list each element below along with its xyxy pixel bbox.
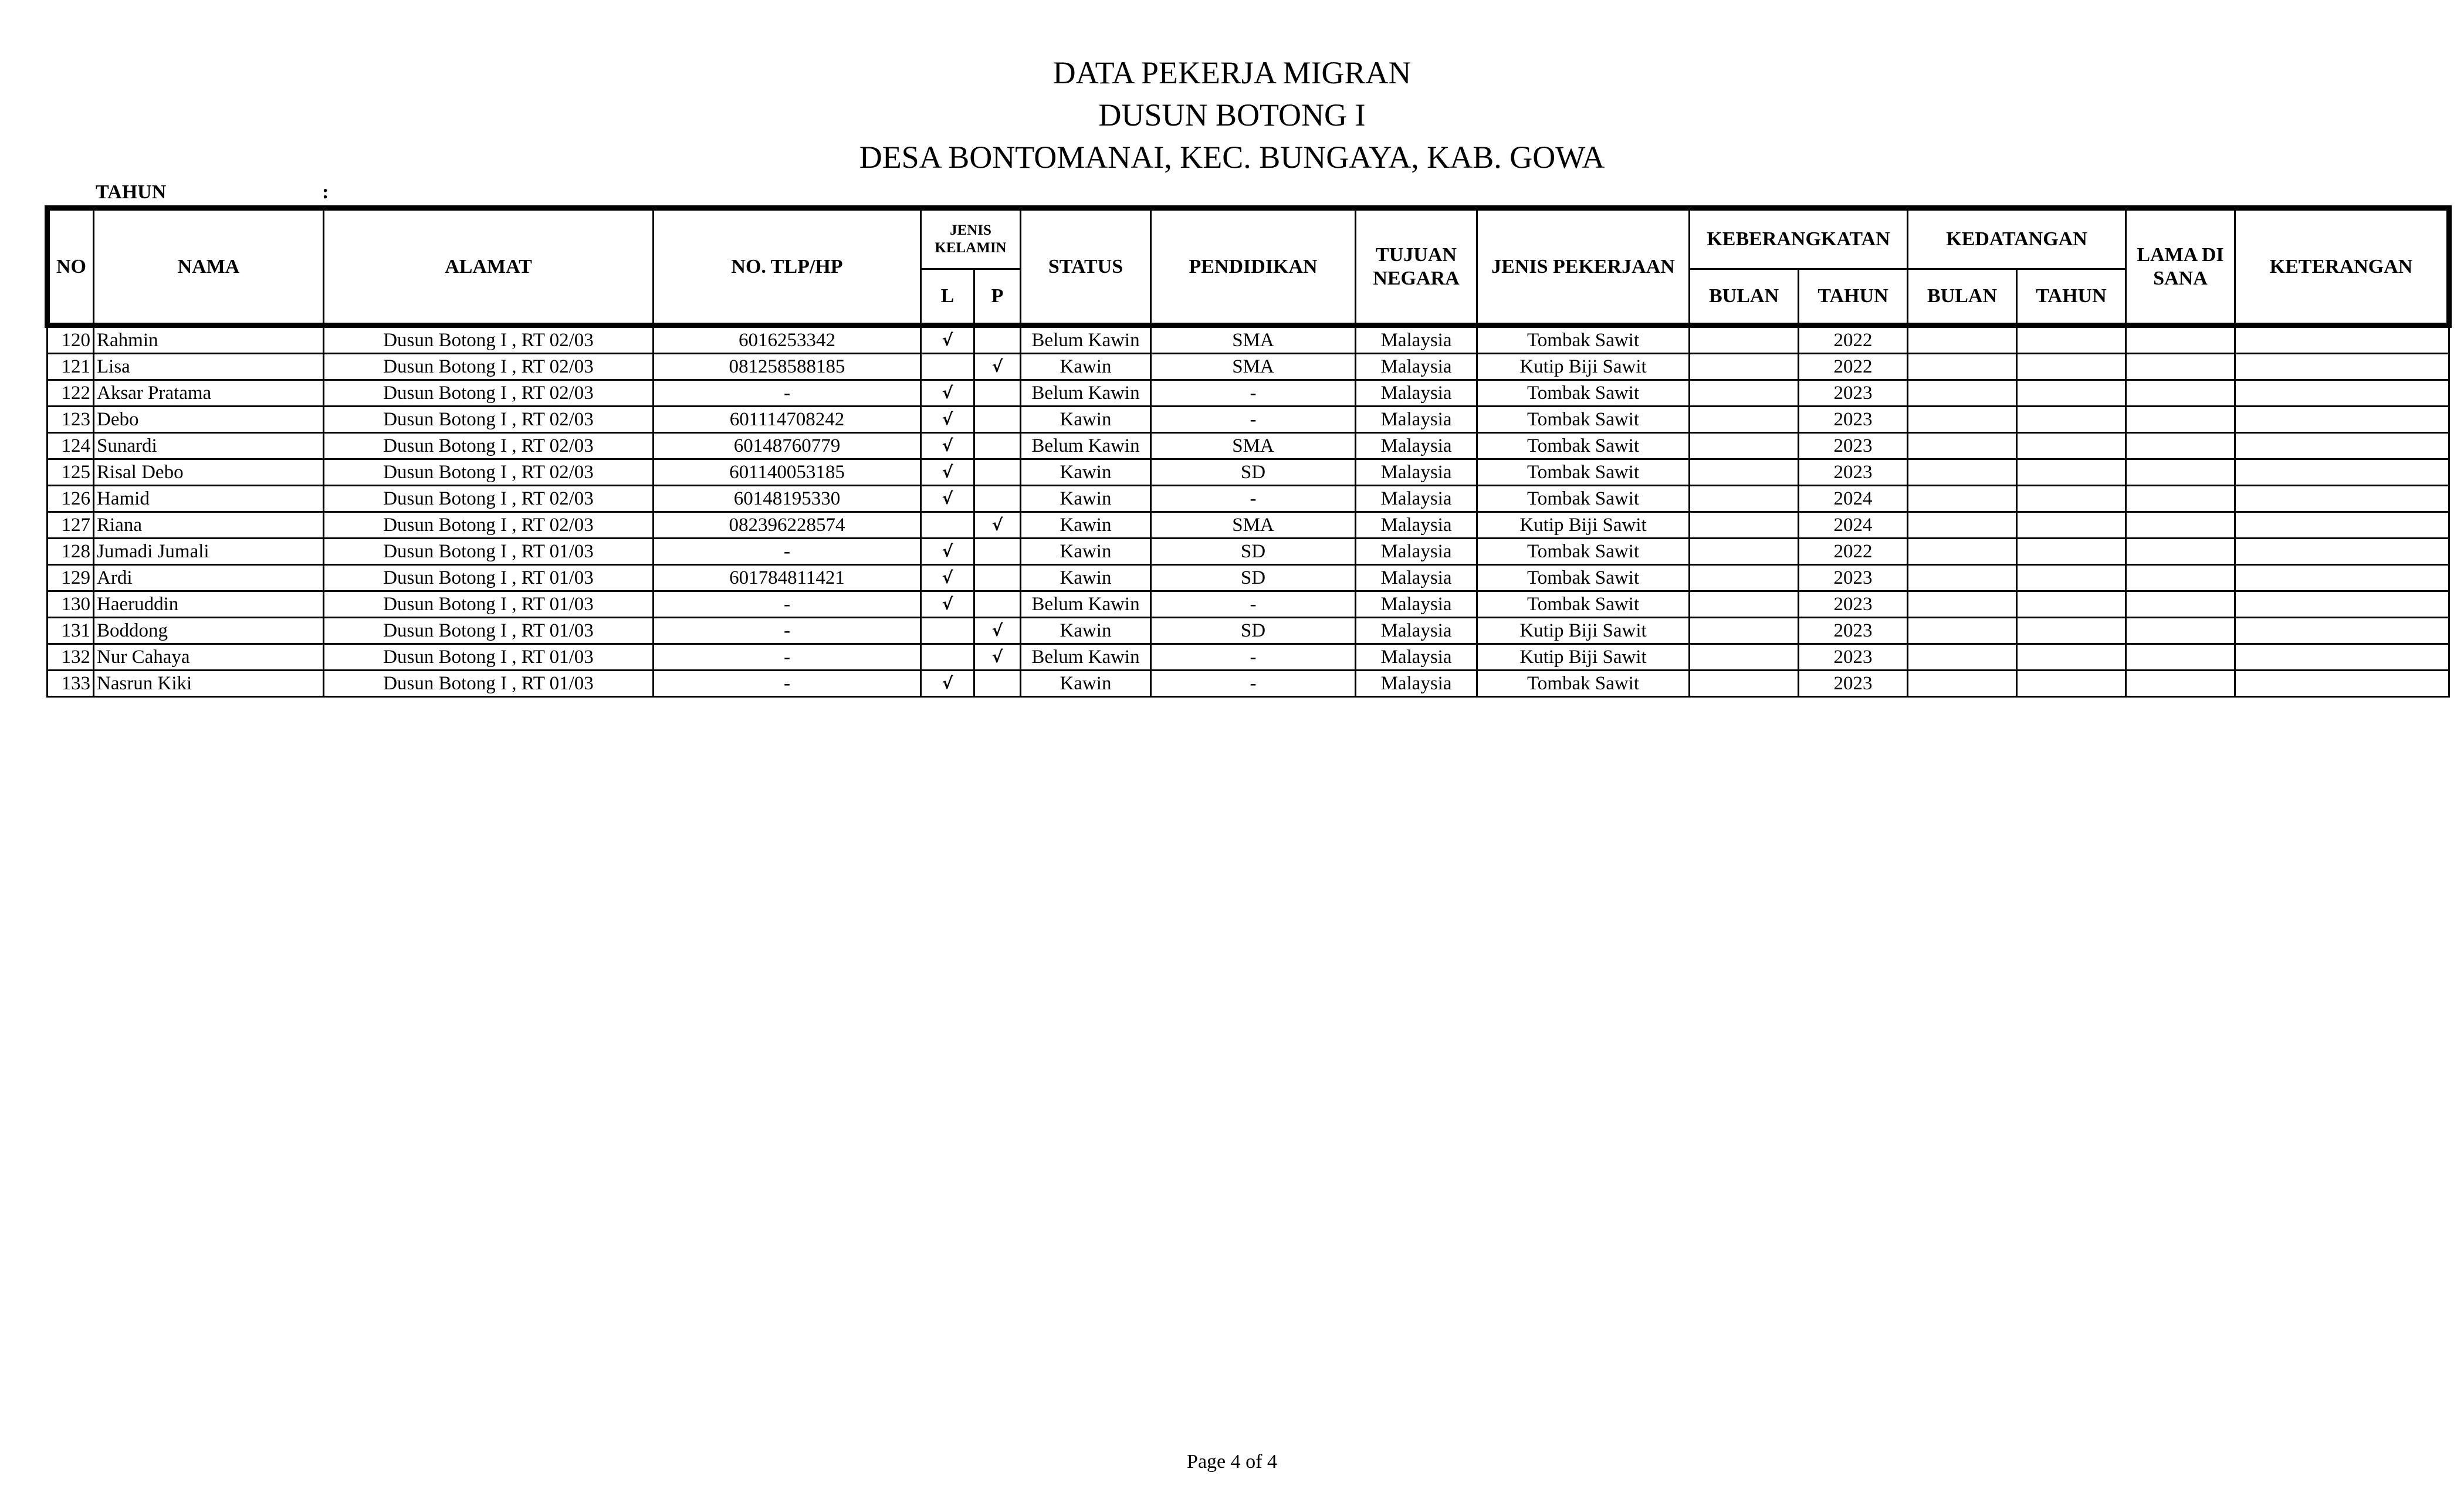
cell-status: Kawin — [1021, 512, 1151, 539]
cell-lama — [2126, 512, 2235, 539]
table-row — [48, 512, 2449, 539]
cell-lama — [2126, 459, 2235, 486]
header-keterangan: KETERANGAN — [2235, 208, 2449, 326]
cell-telp: 601784811421 — [654, 565, 921, 591]
cell-nama: Aksar Pratama — [94, 380, 324, 407]
table-row — [48, 618, 2449, 644]
cell-p: √ — [974, 644, 1021, 671]
cell-no: 121 — [48, 354, 94, 380]
cell-no: 124 — [48, 433, 94, 459]
cell-berangkat-tahun: 2022 — [1799, 539, 1908, 565]
cell-jenis-pekerjaan: Tombak Sawit — [1477, 459, 1690, 486]
cell-status: Belum Kawin — [1021, 644, 1151, 671]
table-row — [48, 565, 2449, 591]
header-lama-di-sana: LAMA DI SANA — [2126, 208, 2235, 326]
cell-tujuan-negara: Malaysia — [1356, 512, 1477, 539]
cell-tujuan-negara: Malaysia — [1356, 326, 1477, 354]
header-berangkat-tahun: TAHUN — [1799, 269, 1908, 326]
cell-pendidikan: - — [1151, 671, 1356, 697]
cell-tujuan-negara: Malaysia — [1356, 539, 1477, 565]
cell-status: Belum Kawin — [1021, 326, 1151, 354]
cell-jenis-pekerjaan: Kutip Biji Sawit — [1477, 354, 1690, 380]
cell-nama: Sunardi — [94, 433, 324, 459]
cell-lama — [2126, 354, 2235, 380]
cell-nama: Riana — [94, 512, 324, 539]
cell-datang-tahun — [2017, 539, 2126, 565]
cell-p — [974, 433, 1021, 459]
cell-datang-tahun — [2017, 380, 2126, 407]
header-pendidikan: PENDIDIKAN — [1151, 208, 1356, 326]
page-number: Page 4 of 4 — [1187, 1451, 1277, 1473]
migrant-worker-table — [45, 205, 2452, 698]
cell-datang-bulan — [1908, 512, 2017, 539]
cell-status: Kawin — [1021, 539, 1151, 565]
cell-l — [921, 512, 974, 539]
cell-datang-tahun — [2017, 407, 2126, 433]
cell-lama — [2126, 671, 2235, 697]
cell-pendidikan: SMA — [1151, 512, 1356, 539]
header-l: L — [921, 269, 974, 326]
cell-datang-bulan — [1908, 618, 2017, 644]
cell-pendidikan: SMA — [1151, 326, 1356, 354]
cell-datang-bulan — [1908, 407, 2017, 433]
tahun-field — [96, 181, 329, 204]
cell-alamat: Dusun Botong I , RT 01/03 — [324, 618, 654, 644]
cell-tujuan-negara: Malaysia — [1356, 644, 1477, 671]
cell-berangkat-bulan — [1690, 407, 1799, 433]
header-datang-tahun: TAHUN — [2017, 269, 2126, 326]
cell-nama: Debo — [94, 407, 324, 433]
cell-berangkat-tahun: 2023 — [1799, 380, 1908, 407]
title-line-2: DUSUN BOTONG I — [1098, 97, 1366, 133]
cell-alamat: Dusun Botong I , RT 01/03 — [324, 539, 654, 565]
cell-no: 125 — [48, 459, 94, 486]
cell-no: 120 — [48, 326, 94, 354]
cell-datang-tahun — [2017, 565, 2126, 591]
cell-keterangan — [2235, 326, 2449, 354]
cell-keterangan — [2235, 565, 2449, 591]
cell-status: Belum Kawin — [1021, 380, 1151, 407]
cell-tujuan-negara: Malaysia — [1356, 671, 1477, 697]
cell-status: Kawin — [1021, 565, 1151, 591]
cell-tujuan-negara: Malaysia — [1356, 618, 1477, 644]
cell-p: √ — [974, 618, 1021, 644]
cell-keterangan — [2235, 354, 2449, 380]
cell-tujuan-negara: Malaysia — [1356, 486, 1477, 512]
cell-datang-bulan — [1908, 671, 2017, 697]
cell-tujuan-negara: Malaysia — [1356, 380, 1477, 407]
cell-tujuan-negara: Malaysia — [1356, 433, 1477, 459]
cell-keterangan — [2235, 512, 2449, 539]
cell-datang-bulan — [1908, 354, 2017, 380]
cell-tujuan-negara: Malaysia — [1356, 459, 1477, 486]
cell-datang-bulan — [1908, 380, 2017, 407]
cell-berangkat-tahun: 2024 — [1799, 512, 1908, 539]
table-row — [48, 591, 2449, 618]
header-status: STATUS — [1021, 208, 1151, 326]
cell-berangkat-tahun: 2023 — [1799, 591, 1908, 618]
cell-status: Kawin — [1021, 486, 1151, 512]
cell-pendidikan: - — [1151, 486, 1356, 512]
cell-tujuan-negara: Malaysia — [1356, 407, 1477, 433]
cell-status: Belum Kawin — [1021, 591, 1151, 618]
cell-jenis-pekerjaan: Tombak Sawit — [1477, 565, 1690, 591]
cell-telp: 601140053185 — [654, 459, 921, 486]
table-row — [48, 433, 2449, 459]
cell-nama: Boddong — [94, 618, 324, 644]
cell-status: Kawin — [1021, 671, 1151, 697]
cell-status: Kawin — [1021, 407, 1151, 433]
cell-lama — [2126, 433, 2235, 459]
cell-no: 130 — [48, 591, 94, 618]
cell-telp: 6016253342 — [654, 326, 921, 354]
cell-l: √ — [921, 591, 974, 618]
cell-status: Kawin — [1021, 459, 1151, 486]
cell-datang-tahun — [2017, 433, 2126, 459]
header-jenis-kelamin: JENIS KELAMIN — [921, 208, 1021, 269]
cell-berangkat-tahun: 2023 — [1799, 618, 1908, 644]
document-title — [0, 52, 2464, 178]
cell-telp: - — [654, 591, 921, 618]
cell-no: 122 — [48, 380, 94, 407]
cell-status: Belum Kawin — [1021, 433, 1151, 459]
title-line-1: DATA PEKERJA MIGRAN — [1052, 55, 1412, 90]
cell-alamat: Dusun Botong I , RT 01/03 — [324, 591, 654, 618]
cell-p — [974, 380, 1021, 407]
cell-berangkat-bulan — [1690, 644, 1799, 671]
cell-berangkat-bulan — [1690, 618, 1799, 644]
cell-no: 132 — [48, 644, 94, 671]
cell-alamat: Dusun Botong I , RT 02/03 — [324, 326, 654, 354]
cell-pendidikan: - — [1151, 644, 1356, 671]
cell-status: Kawin — [1021, 618, 1151, 644]
cell-l: √ — [921, 407, 974, 433]
cell-berangkat-bulan — [1690, 565, 1799, 591]
cell-alamat: Dusun Botong I , RT 02/03 — [324, 486, 654, 512]
cell-jenis-pekerjaan: Tombak Sawit — [1477, 539, 1690, 565]
cell-l: √ — [921, 459, 974, 486]
cell-datang-tahun — [2017, 459, 2126, 486]
cell-datang-bulan — [1908, 459, 2017, 486]
cell-keterangan — [2235, 459, 2449, 486]
cell-datang-bulan — [1908, 644, 2017, 671]
cell-alamat: Dusun Botong I , RT 01/03 — [324, 671, 654, 697]
cell-berangkat-bulan — [1690, 539, 1799, 565]
cell-jenis-pekerjaan: Tombak Sawit — [1477, 326, 1690, 354]
cell-lama — [2126, 591, 2235, 618]
cell-no: 123 — [48, 407, 94, 433]
cell-nama: Haeruddin — [94, 591, 324, 618]
cell-l: √ — [921, 326, 974, 354]
cell-datang-bulan — [1908, 565, 2017, 591]
table-row — [48, 539, 2449, 565]
cell-lama — [2126, 380, 2235, 407]
cell-pendidikan: SD — [1151, 565, 1356, 591]
cell-l: √ — [921, 380, 974, 407]
cell-tujuan-negara: Malaysia — [1356, 565, 1477, 591]
cell-datang-tahun — [2017, 618, 2126, 644]
tahun-colon: : — [322, 181, 329, 203]
cell-p — [974, 539, 1021, 565]
cell-berangkat-tahun: 2024 — [1799, 486, 1908, 512]
cell-pendidikan: - — [1151, 407, 1356, 433]
cell-status: Kawin — [1021, 354, 1151, 380]
cell-berangkat-bulan — [1690, 459, 1799, 486]
header-nama: NAMA — [94, 208, 324, 326]
cell-berangkat-tahun: 2023 — [1799, 433, 1908, 459]
cell-tujuan-negara: Malaysia — [1356, 591, 1477, 618]
cell-lama — [2126, 565, 2235, 591]
header-jenis-pekerjaan: JENIS PEKERJAAN — [1477, 208, 1690, 326]
cell-berangkat-tahun: 2023 — [1799, 644, 1908, 671]
header-alamat: ALAMAT — [324, 208, 654, 326]
cell-p — [974, 565, 1021, 591]
cell-telp: 601114708242 — [654, 407, 921, 433]
cell-jenis-pekerjaan: Tombak Sawit — [1477, 380, 1690, 407]
cell-jenis-pekerjaan: Kutip Biji Sawit — [1477, 644, 1690, 671]
cell-nama: Lisa — [94, 354, 324, 380]
cell-jenis-pekerjaan: Tombak Sawit — [1477, 486, 1690, 512]
cell-p — [974, 326, 1021, 354]
cell-berangkat-tahun: 2022 — [1799, 354, 1908, 380]
cell-pendidikan: SMA — [1151, 433, 1356, 459]
cell-berangkat-bulan — [1690, 591, 1799, 618]
cell-no: 126 — [48, 486, 94, 512]
cell-no: 128 — [48, 539, 94, 565]
cell-berangkat-bulan — [1690, 326, 1799, 354]
cell-l: √ — [921, 565, 974, 591]
cell-jenis-pekerjaan: Kutip Biji Sawit — [1477, 512, 1690, 539]
cell-jenis-pekerjaan: Tombak Sawit — [1477, 671, 1690, 697]
cell-p: √ — [974, 512, 1021, 539]
cell-datang-bulan — [1908, 326, 2017, 354]
table-row — [48, 671, 2449, 697]
cell-p — [974, 591, 1021, 618]
table-row — [48, 407, 2449, 433]
cell-alamat: Dusun Botong I , RT 02/03 — [324, 433, 654, 459]
cell-datang-bulan — [1908, 539, 2017, 565]
cell-lama — [2126, 326, 2235, 354]
cell-lama — [2126, 618, 2235, 644]
cell-datang-tahun — [2017, 354, 2126, 380]
cell-telp: - — [654, 671, 921, 697]
cell-berangkat-bulan — [1690, 512, 1799, 539]
cell-keterangan — [2235, 539, 2449, 565]
table-row — [48, 459, 2449, 486]
cell-p — [974, 671, 1021, 697]
cell-lama — [2126, 644, 2235, 671]
cell-pendidikan: - — [1151, 591, 1356, 618]
header-tujuan-negara: TUJUAN NEGARA — [1356, 208, 1477, 326]
cell-datang-tahun — [2017, 671, 2126, 697]
cell-telp: 60148760779 — [654, 433, 921, 459]
cell-lama — [2126, 486, 2235, 512]
cell-keterangan — [2235, 433, 2449, 459]
cell-alamat: Dusun Botong I , RT 01/03 — [324, 644, 654, 671]
cell-lama — [2126, 407, 2235, 433]
cell-alamat: Dusun Botong I , RT 02/03 — [324, 407, 654, 433]
cell-pendidikan: SD — [1151, 459, 1356, 486]
cell-jenis-pekerjaan: Tombak Sawit — [1477, 591, 1690, 618]
cell-nama: Nasrun Kiki — [94, 671, 324, 697]
cell-nama: Hamid — [94, 486, 324, 512]
cell-nama: Risal Debo — [94, 459, 324, 486]
cell-no: 127 — [48, 512, 94, 539]
cell-alamat: Dusun Botong I , RT 01/03 — [324, 565, 654, 591]
cell-datang-tahun — [2017, 486, 2126, 512]
cell-no: 133 — [48, 671, 94, 697]
cell-berangkat-bulan — [1690, 354, 1799, 380]
header-no: NO — [48, 208, 94, 326]
tahun-label: TAHUN — [96, 181, 167, 203]
cell-nama: Nur Cahaya — [94, 644, 324, 671]
cell-telp: 60148195330 — [654, 486, 921, 512]
cell-telp: - — [654, 380, 921, 407]
header-p: P — [974, 269, 1021, 326]
table-row — [48, 644, 2449, 671]
cell-berangkat-bulan — [1690, 380, 1799, 407]
cell-telp: 082396228574 — [654, 512, 921, 539]
cell-keterangan — [2235, 407, 2449, 433]
cell-keterangan — [2235, 644, 2449, 671]
table-body — [48, 326, 2449, 697]
cell-alamat: Dusun Botong I , RT 02/03 — [324, 512, 654, 539]
cell-pendidikan: SMA — [1151, 354, 1356, 380]
cell-keterangan — [2235, 486, 2449, 512]
cell-pendidikan: SD — [1151, 539, 1356, 565]
cell-datang-tahun — [2017, 644, 2126, 671]
cell-nama: Ardi — [94, 565, 324, 591]
cell-datang-bulan — [1908, 591, 2017, 618]
cell-keterangan — [2235, 618, 2449, 644]
cell-datang-tahun — [2017, 591, 2126, 618]
cell-datang-tahun — [2017, 326, 2126, 354]
header-berangkat-bulan: BULAN — [1690, 269, 1799, 326]
cell-datang-bulan — [1908, 433, 2017, 459]
cell-keterangan — [2235, 671, 2449, 697]
cell-berangkat-bulan — [1690, 486, 1799, 512]
header-datang-bulan: BULAN — [1908, 269, 2017, 326]
cell-berangkat-tahun: 2023 — [1799, 459, 1908, 486]
cell-keterangan — [2235, 380, 2449, 407]
cell-telp: 081258588185 — [654, 354, 921, 380]
cell-jenis-pekerjaan: Tombak Sawit — [1477, 407, 1690, 433]
header-telp: NO. TLP/HP — [654, 208, 921, 326]
cell-alamat: Dusun Botong I , RT 02/03 — [324, 380, 654, 407]
cell-pendidikan: SD — [1151, 618, 1356, 644]
cell-nama: Jumadi Jumali — [94, 539, 324, 565]
cell-p — [974, 486, 1021, 512]
cell-nama: Rahmin — [94, 326, 324, 354]
cell-alamat: Dusun Botong I , RT 02/03 — [324, 354, 654, 380]
cell-l — [921, 354, 974, 380]
cell-l: √ — [921, 486, 974, 512]
table-row — [48, 326, 2449, 354]
cell-lama — [2126, 539, 2235, 565]
cell-berangkat-tahun: 2023 — [1799, 565, 1908, 591]
cell-berangkat-bulan — [1690, 671, 1799, 697]
cell-keterangan — [2235, 591, 2449, 618]
cell-p — [974, 459, 1021, 486]
cell-telp: - — [654, 539, 921, 565]
cell-pendidikan: - — [1151, 380, 1356, 407]
cell-l — [921, 618, 974, 644]
cell-l — [921, 644, 974, 671]
table-row — [48, 354, 2449, 380]
title-line-3: DESA BONTOMANAI, KEC. BUNGAYA, KAB. GOWA — [859, 140, 1605, 175]
header-keberangkatan: KEBERANGKATAN — [1690, 208, 1908, 269]
table-row — [48, 486, 2449, 512]
cell-p: √ — [974, 354, 1021, 380]
cell-no: 129 — [48, 565, 94, 591]
cell-telp: - — [654, 644, 921, 671]
cell-berangkat-tahun: 2022 — [1799, 326, 1908, 354]
cell-berangkat-bulan — [1690, 433, 1799, 459]
cell-l: √ — [921, 671, 974, 697]
cell-l: √ — [921, 433, 974, 459]
header-kedatangan: KEDATANGAN — [1908, 208, 2126, 269]
cell-l: √ — [921, 539, 974, 565]
cell-jenis-pekerjaan: Kutip Biji Sawit — [1477, 618, 1690, 644]
cell-no: 131 — [48, 618, 94, 644]
cell-alamat: Dusun Botong I , RT 02/03 — [324, 459, 654, 486]
cell-telp: - — [654, 618, 921, 644]
cell-berangkat-tahun: 2023 — [1799, 671, 1908, 697]
cell-berangkat-tahun: 2023 — [1799, 407, 1908, 433]
cell-datang-bulan — [1908, 486, 2017, 512]
cell-tujuan-negara: Malaysia — [1356, 354, 1477, 380]
cell-jenis-pekerjaan: Tombak Sawit — [1477, 433, 1690, 459]
table-row — [48, 380, 2449, 407]
cell-datang-tahun — [2017, 512, 2126, 539]
cell-p — [974, 407, 1021, 433]
